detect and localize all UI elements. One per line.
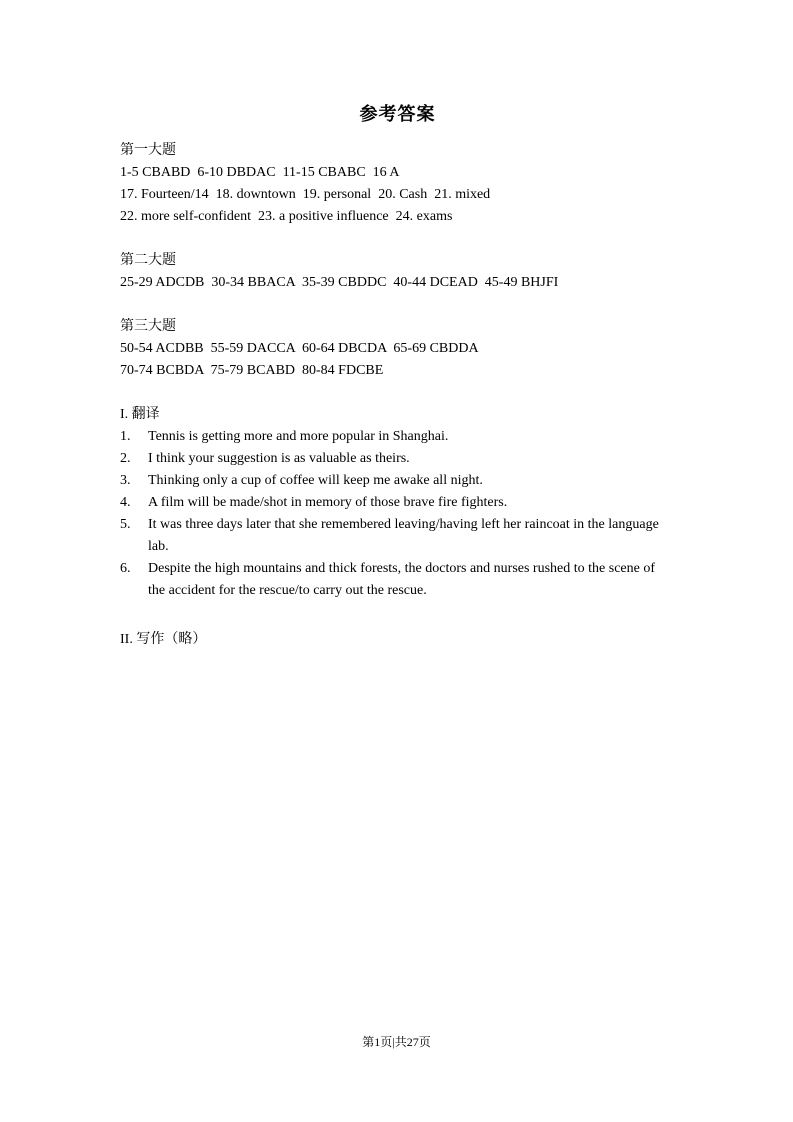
answer-line: 1-5 CBABD 6-10 DBDAC 11-15 CBABC 16 A xyxy=(120,165,400,180)
translation-item xyxy=(120,492,675,514)
writing-heading: II. 写作（略） xyxy=(120,632,207,647)
item-text: Thinking only a cup of coffee will keep me awake all night. xyxy=(148,473,483,488)
answer-line: 50-54 ACDBB 55-59 DACCA 60-64 DBCDA 65-69 CBDDA xyxy=(120,341,479,356)
answer-line: 25-29 ADCDB 30-34 BBACA 35-39 CBDDC 40-44 DCEAD 45-49 BHJFI xyxy=(120,275,559,290)
translation-item xyxy=(120,514,675,558)
answer-line: 22. more self-confident 23. a positive influence 24. exams xyxy=(120,209,453,224)
translation-item xyxy=(120,558,675,602)
section-heading: 第二大题 xyxy=(120,253,176,268)
item-text: It was three days later that she remembered leaving/having left her raincoat in the language lab. xyxy=(148,517,659,554)
item-number: 5. xyxy=(120,517,131,532)
translation-heading: I. 翻译 xyxy=(120,407,160,422)
item-number: 2. xyxy=(120,451,131,466)
section-heading: 第三大题 xyxy=(120,319,176,334)
translation-item xyxy=(120,426,675,448)
item-number: 1. xyxy=(120,429,131,444)
item-text: Tennis is getting more and more popular in Shanghai. xyxy=(148,429,449,444)
section-part-3 xyxy=(120,316,675,382)
translation-item xyxy=(120,470,675,492)
item-text: A film will be made/shot in memory of those brave fire fighters. xyxy=(148,495,508,510)
item-text: I think your suggestion is as valuable as theirs. xyxy=(148,451,410,466)
section-part-2 xyxy=(120,250,675,294)
page-title: 参考答案 xyxy=(359,104,436,124)
translation-section xyxy=(120,404,675,602)
item-number: 6. xyxy=(120,561,131,576)
answer-line: 70-74 BCBDA 75-79 BCABD 80-84 FDCBE xyxy=(120,363,384,378)
answer-line: 17. Fourteen/14 18. downtown 19. personal 20. Cash 21. mixed xyxy=(120,187,491,202)
item-number: 4. xyxy=(120,495,131,510)
item-number: 3. xyxy=(120,473,131,488)
page-footer: 第1页|共27页 xyxy=(362,1035,431,1049)
translation-item xyxy=(120,448,675,470)
section-part-1 xyxy=(120,140,675,228)
section-heading: 第一大题 xyxy=(120,143,176,158)
item-text: Despite the high mountains and thick forests, the doctors and nurses rushed to the scene of the accident for the rescue/to carry out the rescue. xyxy=(148,561,655,598)
